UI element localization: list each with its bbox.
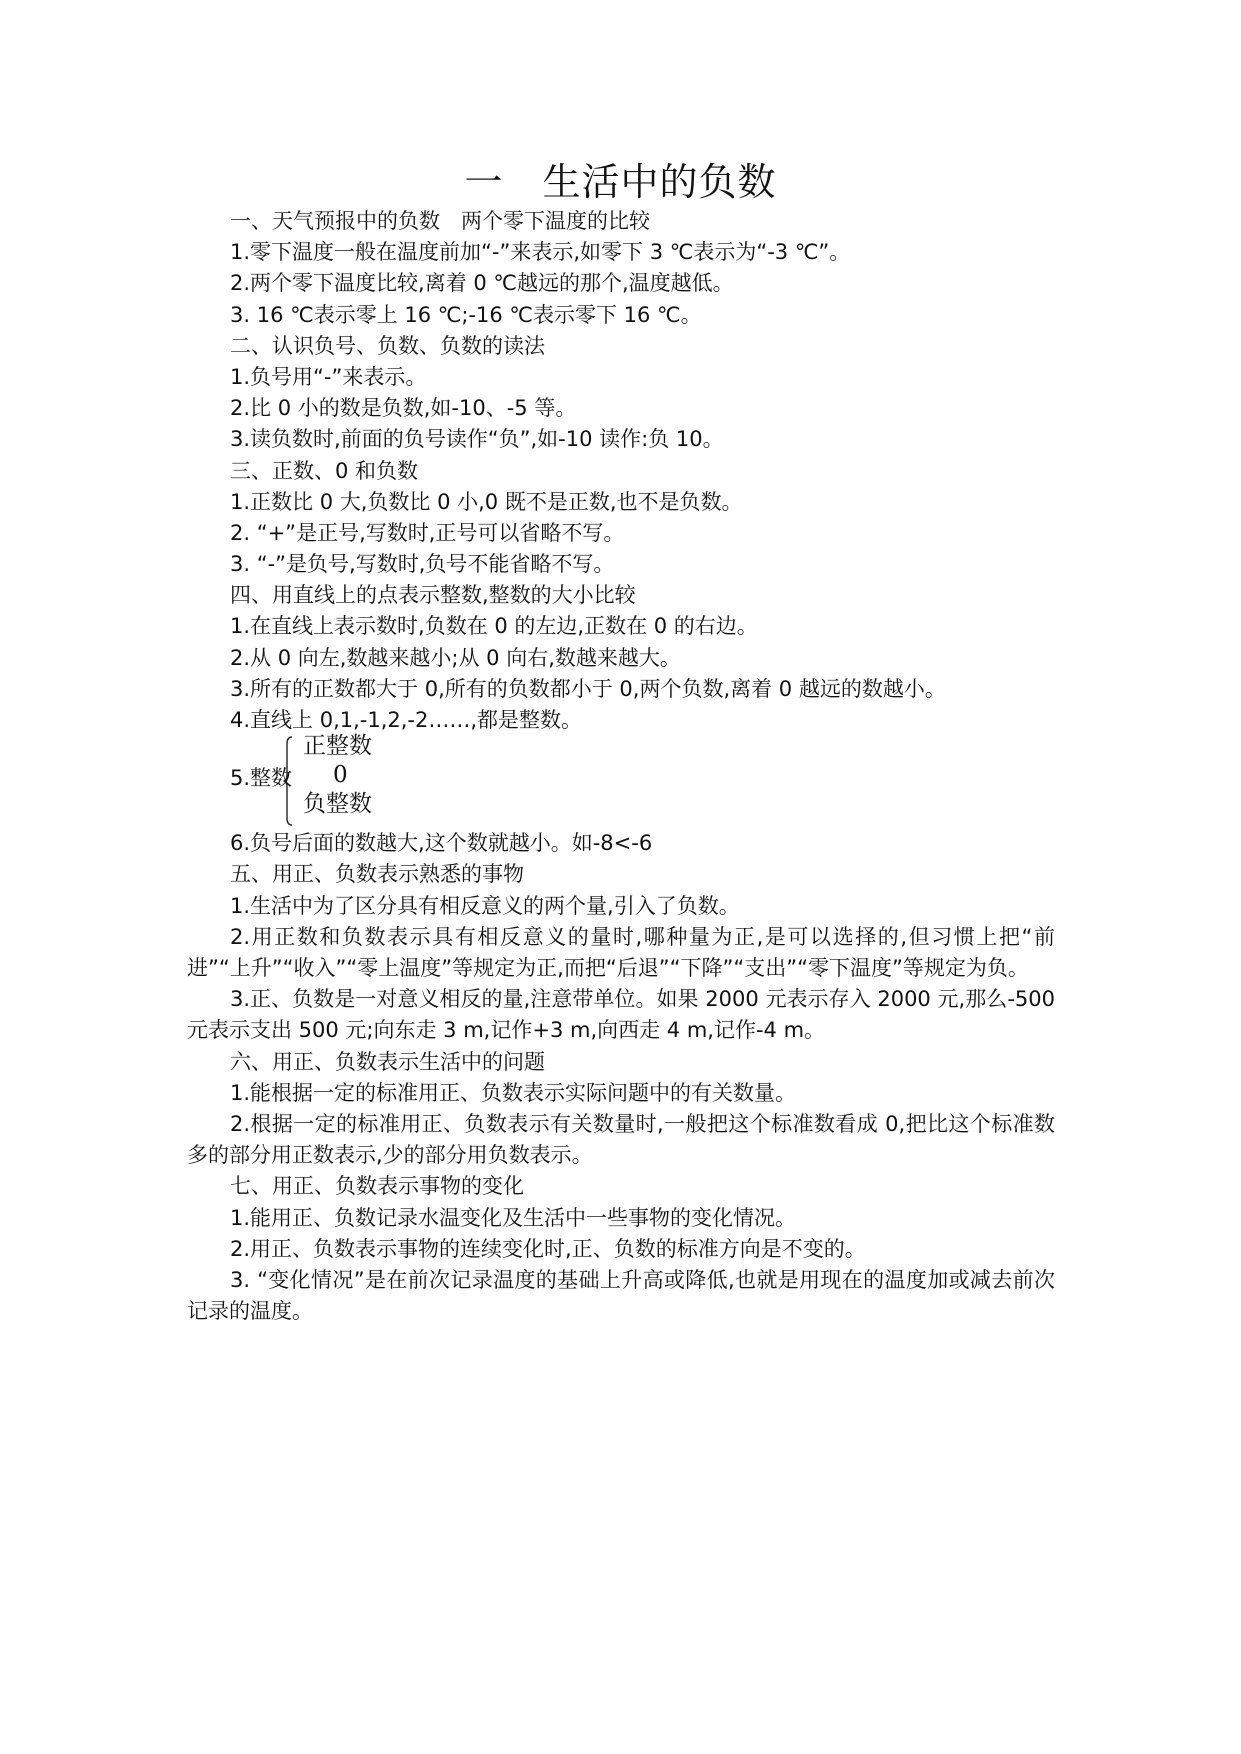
section-heading-4: 四、用直线上的点表示整数,整数的大小比较 (230, 583, 636, 608)
paragraph-item: 2.用正数和负数表示具有相反意义的量时,哪种量为正,是可以选择的,但习惯上把“前进”“上升”“收入”“零上温度”等规定为正,而把“后退”“下降”“支出”“零下温度”等规定为负。 (187, 924, 1055, 980)
list-item: 1.生活中为了区分具有相反意义的两个量,引入了负数。 (230, 893, 740, 918)
section-heading-2: 二、认识负号、负数、负数的读法 (230, 333, 545, 358)
section-heading-5: 五、用正、负数表示熟悉的事物 (230, 862, 524, 887)
list-item: 1.能根据一定的标准用正、负数表示实际问题中的有关数量。 (230, 1080, 797, 1105)
section-heading-6: 六、用正、负数表示生活中的问题 (230, 1049, 545, 1074)
list-item: 3.读负数时,前面的负号读作“负”,如-10 读作:负 10。 (230, 427, 724, 452)
document-title: 一 生活中的负数 (464, 160, 777, 204)
list-item: 2.从 0 向左,数越来越小;从 0 向右,数越来越大。 (230, 645, 681, 670)
paragraph-item: 2.根据一定的标准用正、负数表示有关数量时,一般把这个标准数看成 0,把比这个标准数多的部分用正数表示,少的部分用负数表示。 (187, 1111, 1055, 1168)
list-item: 2.两个零下温度比较,离着 0 ℃越远的那个,温度越低。 (230, 271, 734, 296)
positive-integer-label: 正整数 (303, 733, 372, 760)
list-item: 2. “+”是正号,写数时,正号可以省略不写。 (230, 520, 625, 545)
list-item: 1.正数比 0 大,负数比 0 小,0 既不是正数,也不是负数。 (230, 489, 743, 514)
paragraph-item: 3.正、负数是一对意义相反的量,注意带单位。如果 2000 元表示存入 2000 元,那么-500 元表示支出 500 元;向东走 3 m,记作+3 m,向西走 4 m,记作-4 m。 (187, 987, 1055, 1043)
paragraph-item: 3. “变化情况”是在前次记录温度的基础上升高或降低,也就是用现在的温度加或减去前次记录的温度。 (187, 1267, 1055, 1324)
list-item: 3.所有的正数都大于 0,所有的负数都小于 0,两个负数,离着 0 越远的数越小。 (230, 676, 946, 701)
list-item: 1.负号用“-”来表示。 (230, 364, 427, 389)
list-item: 2.比 0 小的数是负数,如-10、-5 等。 (230, 396, 577, 421)
list-item: 1.零下温度一般在温度前加“-”来表示,如零下 3 ℃表示为“-3 ℃”。 (230, 240, 851, 265)
integer-label: 5.整数 (230, 766, 293, 791)
integer-parts (303, 732, 372, 819)
section-heading-7: 七、用正、负数表示事物的变化 (230, 1174, 524, 1199)
section-heading-3: 三、正数、0 和负数 (230, 458, 419, 483)
list-item: 3. “-”是负号,写数时,负号不能省略不写。 (230, 552, 615, 577)
list-item: 3. 16 ℃表示零上 16 ℃;-16 ℃表示零下 16 ℃。 (230, 302, 702, 327)
list-item: 1.能用正、负数记录水温变化及生活中一些事物的变化情况。 (230, 1205, 797, 1230)
section-heading-1: 一、天气预报中的负数 两个零下温度的比较 (230, 209, 650, 233)
left-brace-icon (283, 736, 293, 826)
negative-integer-label: 负整数 (303, 791, 372, 818)
list-item: 6.负号后面的数越大,这个数就越小。如-8<-6 (230, 831, 653, 856)
integer-classification (187, 734, 1055, 828)
list-item: 2.用正、负数表示事物的连续变化时,正、负数的标准方向是不变的。 (230, 1236, 866, 1261)
list-item: 1.在直线上表示数时,负数在 0 的左边,正数在 0 的右边。 (230, 614, 758, 639)
zero-label: 0 (333, 762, 348, 789)
document-body (187, 206, 1055, 1327)
list-item: 4.直线上 0,1,-1,2,-2……,都是整数。 (230, 708, 583, 732)
